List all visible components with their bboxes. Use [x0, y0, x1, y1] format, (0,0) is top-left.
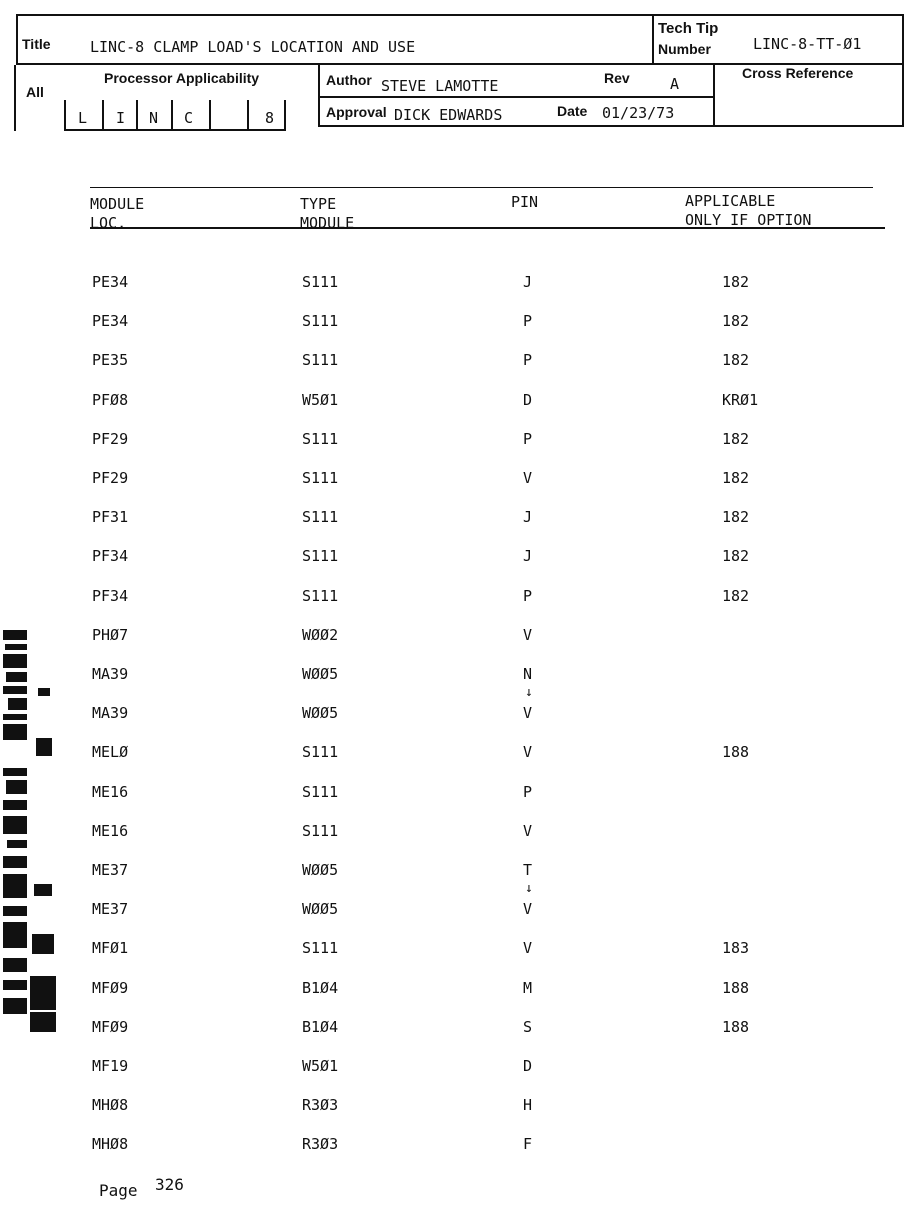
stamp-graphic [0, 628, 60, 1038]
cell-pin: P [523, 351, 533, 370]
cell-pin: N [523, 665, 533, 683]
rev-value: A [670, 75, 680, 93]
cell-module-loc: MHØ8 [92, 1135, 129, 1154]
cell-pin: V [523, 900, 533, 919]
cell-type-module: S111 [302, 782, 339, 801]
processor-letter-c: C [184, 109, 194, 127]
cell-module-loc: MHØ8 [92, 1096, 129, 1115]
cell-module-loc: PF34 [92, 547, 129, 566]
cell-pin: T [523, 861, 533, 879]
cell-option: KRØ1 [722, 390, 759, 409]
cell-type-module: R3Ø3 [302, 1135, 339, 1154]
cell-pin: M [523, 978, 533, 997]
cell-module-loc: PF34 [92, 586, 129, 605]
cell-type-module: S111 [302, 312, 339, 331]
cell-type-module: B1Ø4 [302, 978, 339, 997]
page-number: 326 [155, 1175, 184, 1194]
down-arrow-icon: ↓ [525, 881, 533, 896]
cell-module-loc: PE34 [92, 273, 129, 291]
cell-module-loc: MFØ9 [92, 1017, 129, 1036]
cross-reference-label: Cross Reference [742, 65, 854, 81]
cell-type-module: R3Ø3 [302, 1096, 339, 1115]
cell-pin: P [523, 312, 533, 331]
cell-type-module: B1Ø4 [302, 1017, 339, 1036]
page-label: Page [99, 1181, 138, 1200]
col-pin: PIN [511, 193, 539, 211]
cell-type-module: W5Ø1 [302, 390, 339, 409]
cell-pin: D [523, 390, 533, 409]
cell-module-loc: PF29 [92, 469, 129, 487]
cell-option: 182 [722, 273, 750, 291]
cell-pin: V [523, 704, 533, 723]
processor-letter-n: N [149, 109, 159, 127]
cell-module-loc: ME37 [92, 900, 129, 919]
cell-module-loc: PE35 [92, 351, 129, 370]
cell-type-module: S111 [302, 351, 339, 370]
cell-module-loc: MF19 [92, 1057, 129, 1075]
rev-label: Rev [604, 70, 630, 86]
cell-pin: D [523, 1057, 533, 1075]
title-label: Title [22, 36, 51, 52]
cell-pin: V [523, 939, 533, 958]
cell-type-module: WØØ5 [302, 704, 339, 723]
cell-type-module: S111 [302, 939, 339, 958]
cell-pin: P [523, 429, 533, 448]
cell-pin: S [523, 1017, 533, 1036]
processor-letter-i: I [116, 109, 126, 127]
down-arrow-icon: ↓ [525, 685, 533, 700]
cell-module-loc: ME16 [92, 821, 129, 840]
col-applicable-option: APPLICABLE ONLY IF OPTION [685, 192, 812, 229]
tech-tip-label: Tech Tip [658, 20, 719, 37]
author-label: Author [326, 72, 372, 88]
cell-module-loc: MA39 [92, 665, 129, 683]
cell-module-loc: MFØ9 [92, 978, 129, 997]
cell-option: 182 [722, 547, 750, 566]
cell-module-loc: PF29 [92, 429, 129, 448]
cell-option: 188 [722, 1017, 750, 1036]
cell-pin: F [523, 1135, 533, 1154]
cell-module-loc: PHØ7 [92, 625, 129, 644]
cell-option: 182 [722, 469, 750, 487]
cell-type-module: S111 [302, 469, 339, 487]
cell-option: 182 [722, 351, 750, 370]
cell-option: 183 [722, 939, 750, 958]
cell-pin: J [523, 547, 533, 566]
approval-value: DICK EDWARDS [394, 106, 503, 124]
cell-type-module: S111 [302, 508, 339, 527]
author-value: STEVE LAMOTTE [381, 77, 499, 95]
cell-module-loc: MA39 [92, 704, 129, 723]
cell-module-loc: PF31 [92, 508, 129, 527]
tech-tip-number: LINC-8-TT-Ø1 [753, 35, 862, 53]
cell-pin: H [523, 1096, 533, 1115]
cell-pin: P [523, 586, 533, 605]
processor-letter-8: 8 [265, 109, 275, 127]
approval-label: Approval [326, 104, 387, 120]
cell-option: 188 [722, 978, 750, 997]
cell-option: 182 [722, 508, 750, 527]
cell-option: 182 [722, 312, 750, 331]
cell-module-loc: MFØ1 [92, 939, 129, 958]
cell-type-module: S111 [302, 821, 339, 840]
cell-type-module: WØØ2 [302, 625, 339, 644]
processor-applicability-label: Processor Applicability [104, 70, 260, 86]
tech-tip-number-label: Number [658, 41, 711, 57]
cell-type-module: S111 [302, 586, 339, 605]
cell-module-loc: PE34 [92, 312, 129, 331]
cell-pin: V [523, 469, 533, 487]
confidential-stamp-mark [0, 628, 60, 1038]
cell-module-loc: MELØ [92, 743, 129, 762]
cell-module-loc: ME16 [92, 782, 129, 801]
cell-module-loc: ME37 [92, 861, 129, 879]
cell-type-module: WØØ5 [302, 665, 339, 683]
cell-pin: J [523, 273, 533, 291]
cell-module-loc: PFØ8 [92, 390, 129, 409]
date-label: Date [557, 103, 588, 119]
date-value: 01/23/73 [602, 104, 675, 122]
col-type-module: TYPE MODULE [300, 195, 355, 232]
cell-type-module: S111 [302, 273, 339, 291]
all-label: All [26, 84, 44, 100]
cell-type-module: S111 [302, 429, 339, 448]
cell-pin: J [523, 508, 533, 527]
cell-option: 188 [722, 743, 750, 762]
cell-type-module: S111 [302, 743, 339, 762]
cell-type-module: WØØ5 [302, 861, 339, 879]
cell-pin: V [523, 743, 533, 762]
cell-pin: V [523, 821, 533, 840]
cell-type-module: WØØ5 [302, 900, 339, 919]
col-module-loc: MODULE LOC. [90, 195, 145, 232]
cell-pin: P [523, 782, 533, 801]
cell-type-module: W5Ø1 [302, 1057, 339, 1075]
cell-option: 182 [722, 429, 750, 448]
cell-option: 182 [722, 586, 750, 605]
cell-type-module: S111 [302, 547, 339, 566]
title-value: LINC-8 CLAMP LOAD'S LOCATION AND USE [90, 38, 416, 56]
processor-letter-l: L [78, 109, 88, 127]
cell-pin: V [523, 625, 533, 644]
